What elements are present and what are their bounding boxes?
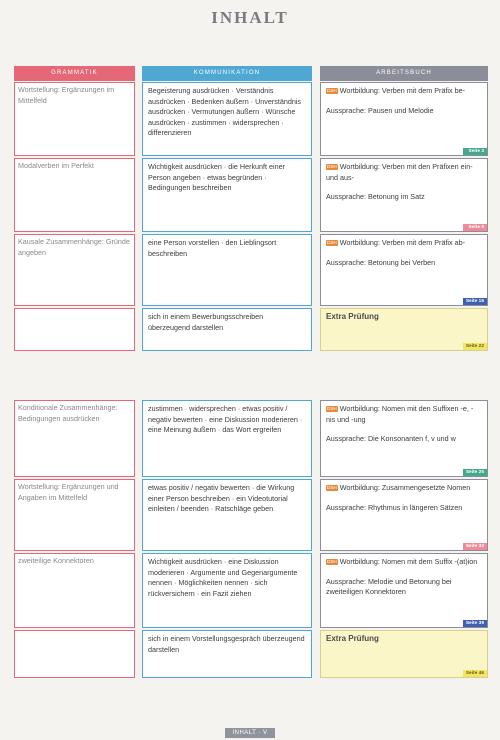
kommunikation-cell: etwas positiv / negativ bewerten · die Wirkung einer Person beschreiben · ein Videotutorial einleiten / beenden · Ratschläge geben bbox=[142, 479, 312, 551]
arbeitsbuch-cell bbox=[320, 82, 488, 156]
wortbildung-text: Wortbildung: Nomen mit den Suffixen -e, -nis und -ung bbox=[326, 404, 474, 424]
page-number-badge: Seite 32 bbox=[463, 543, 487, 550]
kommunikation-cell: sich in einem Vorstellungsgespräch überzeugend darstellen bbox=[142, 630, 312, 678]
page-title: INHALT bbox=[211, 8, 289, 27]
aussprache-text: Aussprache: Betonung bei Verben bbox=[326, 257, 436, 267]
extra-pruefung-label: Extra Prüfung bbox=[326, 634, 379, 643]
dsh-badge: DSH bbox=[327, 88, 337, 93]
header-kommunikation: KOMMUNIKATION bbox=[142, 66, 312, 81]
page-number-badge: Seite 15 bbox=[463, 298, 487, 305]
dsh-badge: DSH bbox=[327, 559, 337, 564]
aussprache-text: Aussprache: Die Konsonanten f, v und w bbox=[326, 434, 456, 444]
page-number-badge: Seite 25 bbox=[463, 469, 487, 476]
grammatik-cell bbox=[14, 630, 135, 678]
wortbildung-line bbox=[326, 238, 482, 249]
header-arbeitsbuch: ARBEITSBUCH bbox=[320, 66, 488, 81]
arbeitsbuch-cell bbox=[320, 158, 488, 232]
aussprache-text: Aussprache: Melodie und Betonung bei zweiteiligen Konnektoren bbox=[326, 576, 452, 597]
dsh-badge: DSH bbox=[327, 485, 337, 490]
page-footer: INHALT · V bbox=[225, 728, 275, 738]
arbeitsbuch-cell bbox=[320, 400, 488, 477]
kommunikation-cell: Begeisterung ausdrücken · Verständnis ausdrücken · Bedenken äußern · Unverständnis ausdrücken · Vermutungen äußern · Wünsche ausdrücken · zustimmen · widersprechen · differenzieren bbox=[142, 82, 312, 156]
kommunikation-cell: Wichtigkeit ausdrücken · eine Diskussion moderieren · Argumente und Gegenargumente nennen · Möglichkeiten nennen · sich rückversichern · ein Fazit ziehen bbox=[142, 553, 312, 628]
grammatik-cell: Wortstellung: Ergänzungen im Mittelfeld bbox=[14, 82, 135, 156]
wortbildung-text: Wortbildung: Nomen mit dem Suffix -(at)ion bbox=[339, 557, 478, 566]
grammatik-cell: Wortstellung: Ergänzungen und Angaben im Mittelfeld bbox=[14, 479, 135, 551]
grammatik-cell: Kausale Zusammenhänge: Gründe angeben bbox=[14, 234, 135, 306]
wortbildung-line bbox=[326, 86, 482, 97]
page-number-badge: Seite 39 bbox=[463, 620, 487, 627]
page-number-badge: Seite 22 bbox=[463, 343, 487, 350]
extra-pruefung-label: Extra Prüfung bbox=[326, 312, 379, 321]
extra-pruefung-cell bbox=[320, 630, 488, 678]
wortbildung-line bbox=[326, 404, 482, 425]
header-grammatik: GRAMMATIK bbox=[14, 66, 135, 81]
wortbildung-text: Wortbildung: Verben mit dem Präfix be- bbox=[339, 86, 466, 95]
grammatik-cell bbox=[14, 308, 135, 351]
kommunikation-cell: Wichtigkeit ausdrücken · die Herkunft einer Person angeben · etwas begründen · Bedingungen beschreiben bbox=[142, 158, 312, 232]
arbeitsbuch-cell bbox=[320, 553, 488, 628]
wortbildung-text: Wortbildung: Verben mit den Präfixen ein- und aus- bbox=[326, 162, 473, 182]
aussprache-text: Aussprache: Betonung im Satz bbox=[326, 192, 425, 202]
wortbildung-line bbox=[326, 162, 482, 183]
wortbildung-line bbox=[326, 483, 482, 494]
dsh-badge: DSH bbox=[327, 240, 337, 245]
aussprache-text: Aussprache: Rhythmus in längeren Sätzen bbox=[326, 502, 463, 512]
grammatik-cell: Konditionale Zusammenhänge: Bedingungen ausdrücken bbox=[14, 400, 135, 477]
dsh-badge: DSH bbox=[327, 164, 337, 169]
wortbildung-line bbox=[326, 557, 482, 568]
dsh-badge: DSH bbox=[327, 406, 337, 411]
aussprache-text: Aussprache: Pausen und Melodie bbox=[326, 105, 434, 115]
grammatik-cell: Modalverben im Perfekt bbox=[14, 158, 135, 232]
grammatik-cell: zweiteilige Konnektoren bbox=[14, 553, 135, 628]
page-number-badge: Seite 46 bbox=[463, 670, 487, 677]
page-number-badge: Seite 3 bbox=[463, 148, 487, 155]
arbeitsbuch-cell bbox=[320, 234, 488, 306]
arbeitsbuch-cell bbox=[320, 479, 488, 551]
kommunikation-cell: sich in einem Bewerbungsschreiben überzeugend darstellen bbox=[142, 308, 312, 351]
extra-pruefung-cell bbox=[320, 308, 488, 351]
kommunikation-cell: zustimmen · widersprechen · etwas positiv / negativ bewerten · eine Diskussion moderieren · eine Meinung äußern · das Wort ergreifen bbox=[142, 400, 312, 477]
page-number-badge: Seite 8 bbox=[463, 224, 487, 231]
wortbildung-text: Wortbildung: Zusammengesetzte Nomen bbox=[339, 483, 471, 492]
kommunikation-cell: eine Person vorstellen · den Lieblingsort beschreiben bbox=[142, 234, 312, 306]
wortbildung-text: Wortbildung: Verben mit dem Präfix ab- bbox=[339, 238, 466, 247]
